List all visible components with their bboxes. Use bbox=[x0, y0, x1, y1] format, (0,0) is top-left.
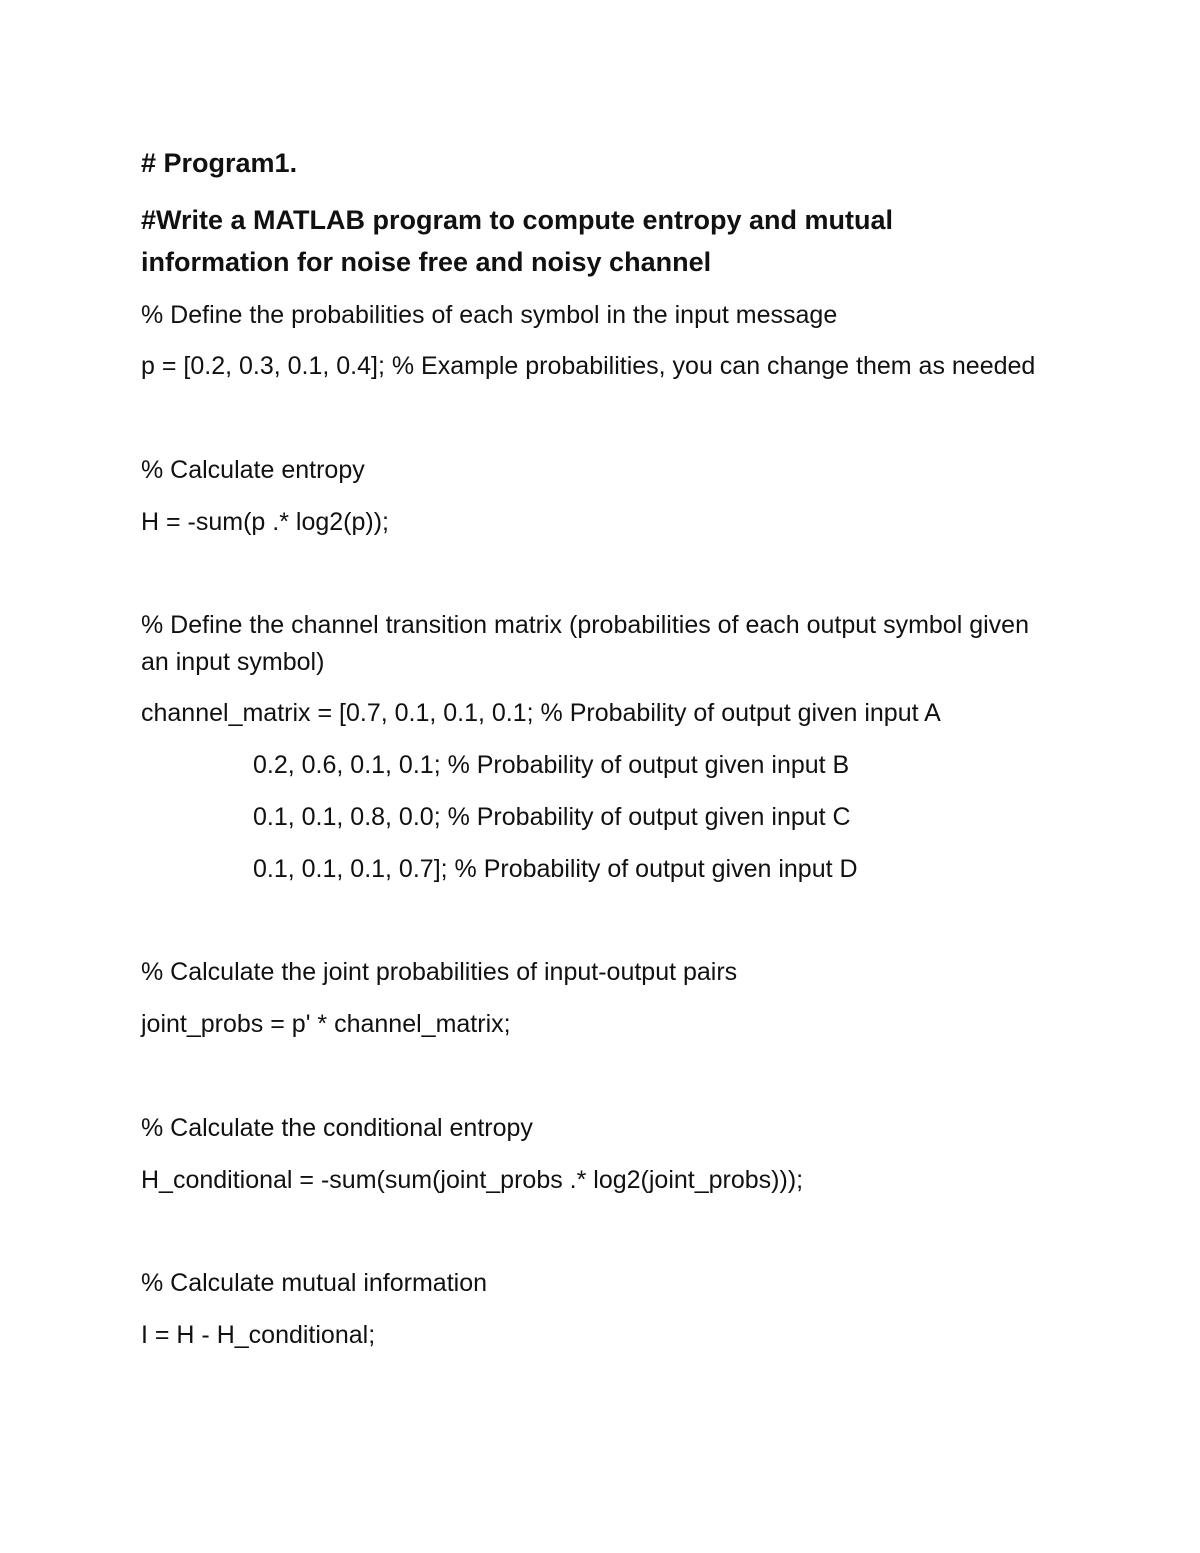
comment-mutual-information: % Calculate mutual information bbox=[141, 1269, 487, 1297]
code-line-entropy: H = -sum(p .* log2(p)); bbox=[141, 508, 389, 536]
comment-joint-probabilities: % Calculate the joint probabilities of input-output pairs bbox=[141, 958, 738, 986]
comment-channel-matrix-line-2: an input symbol) bbox=[141, 648, 325, 676]
comment-channel-matrix-line-1: % Define the channel transition matrix (probabilities of each output symbol given bbox=[141, 611, 1029, 639]
code-line-channel-matrix-row-c: 0.1, 0.1, 0.8, 0.0; % Probability of output given input C bbox=[253, 803, 851, 831]
code-line-conditional-entropy: H_conditional = -sum(sum(joint_probs .* log2(joint_probs))); bbox=[141, 1166, 804, 1194]
code-line-mutual-information: I = H - H_conditional; bbox=[141, 1321, 376, 1349]
task-description-line-1: #Write a MATLAB program to compute entropy and mutual bbox=[141, 205, 894, 235]
comment-define-probabilities: % Define the probabilities of each symbol in the input message bbox=[141, 301, 838, 329]
code-line-p: p = [0.2, 0.3, 0.1, 0.4]; % Example probabilities, you can change them as needed bbox=[141, 352, 1036, 380]
comment-calculate-entropy: % Calculate entropy bbox=[141, 456, 365, 484]
code-line-joint-probs: joint_probs = p' * channel_matrix; bbox=[141, 1010, 511, 1038]
code-line-channel-matrix-row-b: 0.2, 0.6, 0.1, 0.1; % Probability of output given input B bbox=[253, 751, 850, 779]
code-line-channel-matrix-row-a: channel_matrix = [0.7, 0.1, 0.1, 0.1; % Probability of output given input A bbox=[141, 699, 941, 727]
comment-conditional-entropy: % Calculate the conditional entropy bbox=[141, 1114, 533, 1142]
program-title: # Program1. bbox=[141, 148, 298, 178]
task-description-line-2: information for noise free and noisy channel bbox=[141, 247, 712, 277]
code-line-channel-matrix-row-d: 0.1, 0.1, 0.1, 0.7]; % Probability of output given input D bbox=[253, 855, 858, 883]
